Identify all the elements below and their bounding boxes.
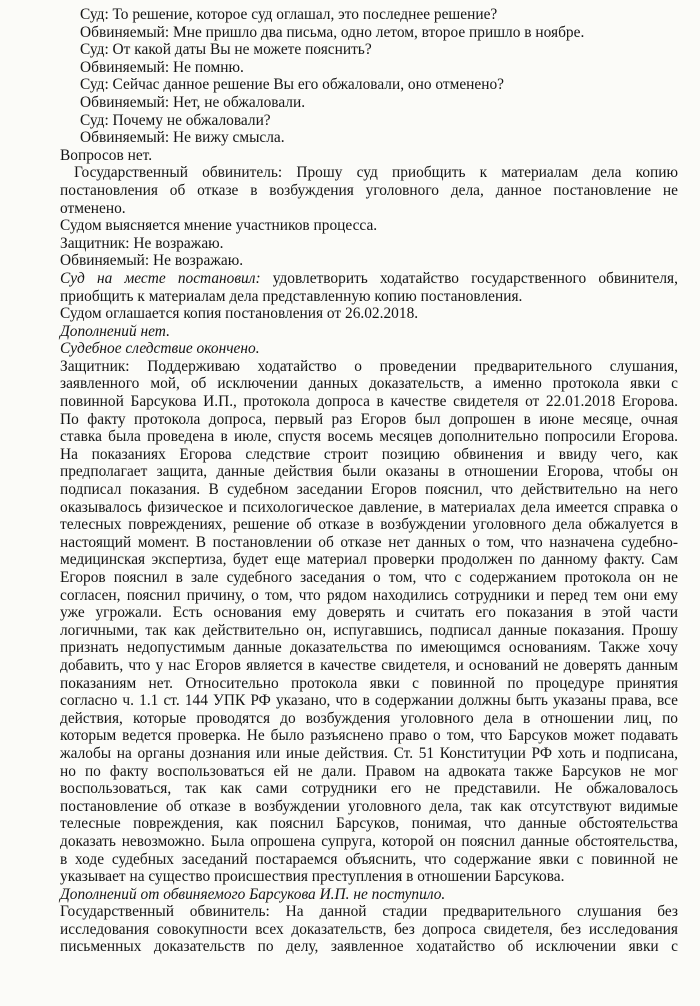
transcript-line: исследования совокупности всех доказательств, без допроса свидетеля, без исследования xyxy=(60,920,678,938)
transcript-line: приобщить к материалам дела представленную копию постановления. xyxy=(60,287,523,305)
transcript-line: Судом оглашается копия постановления от 26.02.2018. xyxy=(60,305,419,323)
transcript-line: уже угрожали. Есть основания ему доверять и считать его показания в этой части xyxy=(60,604,678,622)
transcript-line xyxy=(60,270,678,288)
transcript-line: Судебное следствие окончено. xyxy=(60,340,260,358)
transcript-line: телесные повреждения, как пояснил Барсуков, понимая, что данные обстоятельства xyxy=(60,815,678,833)
transcript-line: Егоров пояснил в зале судебного заседания о том, что с содержанием протокола он не xyxy=(60,569,678,586)
transcript-line: отменено. xyxy=(60,199,126,217)
transcript-line: Суд: Сейчас данное решение Вы его обжаловали, оно отменено? xyxy=(80,76,505,94)
transcript-line: Вопросов нет. xyxy=(60,146,153,164)
transcript-line: Суд: То решение, которое суд оглашал, это последнее решение? xyxy=(80,6,498,23)
transcript-line: Государственный обвинитель: Прошу суд приобщить к материалам дела копию xyxy=(74,164,678,182)
transcript-line: согласен, пояснил причину, о том, что рядом находились сотрудники и перед тем они ему xyxy=(60,586,678,604)
ruling-label: Суд на месте постановил: xyxy=(60,269,261,287)
transcript-line: медицинская экспертиза, будет еще материал проверки продолжен по данному факту. Сам xyxy=(60,551,678,569)
transcript-line: повинной Барсукова И.П., протокола допроса в качестве свидетеля от 22.01.2018 Егорова. xyxy=(60,393,678,411)
transcript-line: Суд: Почему не обжаловали? xyxy=(80,111,271,129)
transcript-line: По факту протокола допроса, первый раз Егоров был допрошен в июне месяце, очная xyxy=(60,410,678,428)
ruling-text: удовлетворить ходатайство государственного обвинителя, xyxy=(260,269,678,287)
transcript-line: в ходе судебных заседаний постараемся объяснить, что содержание явки с повинной не xyxy=(60,850,678,868)
transcript-line: предполагает защита, данные действия были оказаны в отношении Егорова, чтобы он xyxy=(60,463,678,481)
transcript-line: Государственный обвинитель: На данной стадии предварительного слушания без xyxy=(60,903,678,921)
transcript-line: Обвиняемый: Не вижу смысла. xyxy=(80,129,285,147)
transcript-line: телесных повреждениях, решение об отказе в возбуждении уголовного дела обжалуется в xyxy=(60,516,678,534)
transcript-line: Дополнений от обвиняемого Барсукова И.П. не поступило. xyxy=(60,885,446,903)
transcript-line: заявленного мой, об исключении данных доказательств, а именно протокола явки с xyxy=(60,375,678,393)
transcript-line: указывает на существо происшествия преступления в отношении Барсукова. xyxy=(60,868,565,886)
transcript-line: письменных доказательств по делу, заявленное ходатайство об исключении явки с xyxy=(60,938,678,956)
transcript-line: показаниям нет. Относительно протокола явки с повинной по процедуре принятия xyxy=(60,674,678,692)
transcript-line: Дополнений нет. xyxy=(60,322,170,340)
transcript-line: оказывалось физическое и психологическое давление, в материалах дела имеется справка о xyxy=(60,498,678,516)
transcript-line: Защитник: Не возражаю. xyxy=(60,234,224,252)
transcript-line: ставка была проведена в июле, спустя восемь месяцев дополнительно попросили Егорова. xyxy=(60,428,678,446)
transcript-line: но по факту воспользоваться ей не дали. Правом на адвоката также Барсуков не мог xyxy=(60,762,678,780)
transcript-line: доказать невозможно. Была опрошена супруга, которой он пояснил данные обстоятельства, xyxy=(60,832,678,850)
transcript-line: Защитник: Поддерживаю ходатайство о проведении предварительного слушания, xyxy=(60,357,678,375)
transcript-line: На показаниях Егорова следствие строит позицию обвинения и ввиду чего, как xyxy=(60,445,678,463)
transcript-line: жалобы на органы дознания или иные действия. Ст. 51 Конституции РФ хоть и подписана, xyxy=(60,744,678,762)
transcript-line: воспользоваться, так как сами сотрудники его не представили. Не обжаловалось xyxy=(60,780,678,798)
transcript-line: Обвиняемый: Нет, не обжаловали. xyxy=(80,93,306,111)
transcript-line: постановления об отказе в возбуждения уголовного дела, данное постановление не xyxy=(60,181,678,199)
transcript-line: настоящий момент. В постановлении об отказе нет данных о том, что назначена судебно- xyxy=(60,533,678,551)
transcript-line: действия, которые проводятся до возбуждения уголовного дела в отношении лиц, по xyxy=(60,709,678,727)
transcript-line: подписал показания. В судебном заседании Егоров пояснил, что действительно на него xyxy=(60,481,678,499)
transcript-line: Обвиняемый: Не возражаю. xyxy=(60,252,244,270)
transcript-line: признать недопустимым данные доказательства по имеющимся основаниям. Также хочу xyxy=(60,639,678,657)
transcript-line: Судом выясняется мнение участников процесса. xyxy=(60,217,378,235)
transcript-line: Обвиняемый: Не помню. xyxy=(80,58,244,76)
transcript-line: Суд: От какой даты Вы не можете пояснить? xyxy=(80,41,372,59)
transcript-line: Обвиняемый: Мне пришло два письма, одно летом, второе пришло в ноябре. xyxy=(80,23,585,41)
transcript-line: логичными, так как действительно он, испугавшись, подписал данные показания. Прошу xyxy=(60,621,678,639)
transcript-line: согласно ч. 1.1 ст. 144 УПК РФ указано, что в содержании должны быть указаны права, все xyxy=(60,692,678,710)
transcript-line: постановление об отказе в возбуждении уголовного дела, так как отсутствуют видимые xyxy=(60,797,678,815)
transcript-line: добавить, что у нас Егоров является в качестве свидетеля, и оснований не доверять данным xyxy=(60,656,678,674)
transcript-line: которым ведется проверка. Не было разъяснено право о том, что Барсуков может подавать xyxy=(60,727,678,745)
